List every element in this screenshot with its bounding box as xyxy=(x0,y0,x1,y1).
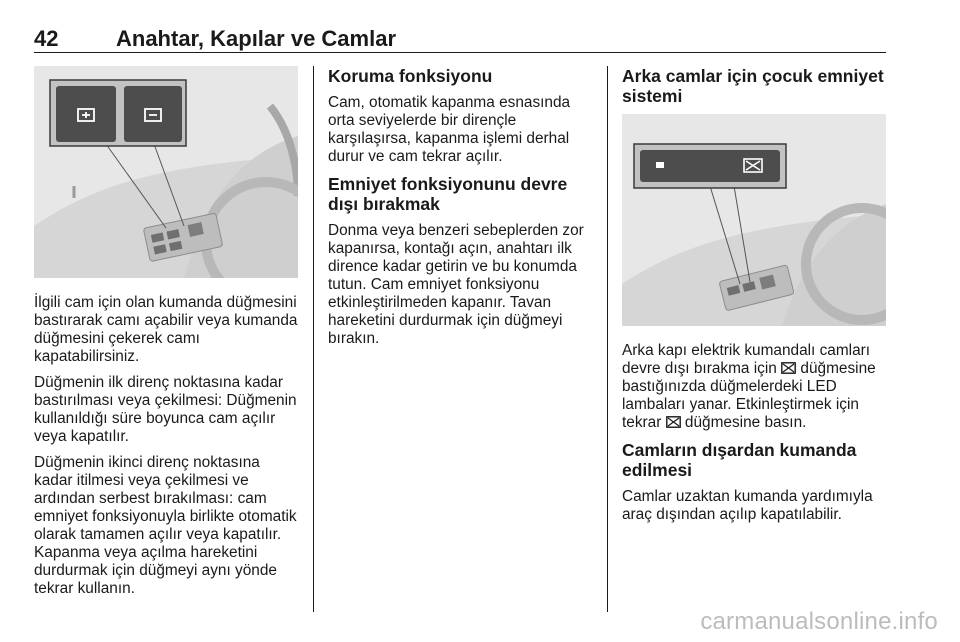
section-heading: Camların dışardan kumanda edilmesi xyxy=(622,440,857,480)
watermark: carmanualsonline.info xyxy=(700,608,938,635)
paragraph: Düğmenin ilk direnç noktasına kadar bastırılması veya çekilmesi: Düğmenin kullanıldığı süre boyunca cam açılır veya kapatılır. xyxy=(34,374,297,445)
column-2 xyxy=(328,66,594,356)
section-heading: Arka camlar için çocuk emniyet sistemi xyxy=(622,66,884,106)
child-lock-window-icon xyxy=(666,416,681,428)
paragraph: Arka kapı elektrik kumandalı camları devre dışı bırakma için düğmesine bastığınızda düğmelerdeki LED lambaları yanar. Etkinleştirmek için tekrar düğmesine basın. xyxy=(622,342,876,431)
child-lock-switch-illustration xyxy=(622,114,886,326)
column-divider xyxy=(313,66,314,612)
page-number: 42 xyxy=(34,26,59,51)
paragraph: Camlar uzaktan kumanda yardımıyla araç dışından açılıp kapatılabilir. xyxy=(622,488,873,523)
paragraph: Cam, otomatik kapanma esnasında orta seviyelerde bir dirençle karşılaşırsa, kapanma işlemi derhal durur ve cam tekrar açılır. xyxy=(328,94,571,165)
paragraph: Düğmenin ikinci direnç noktasına kadar itilmesi veya çekilmesi ve ardından serbest bırakılması: cam emniyet fonksiyonuyla birlikte otomatik olarak tamamen açılır veya kapatılır. Kapanma veya açılma hareketini durdurmak için düğmeyi aynı yönde tekrar kullanın. xyxy=(34,454,297,597)
section-heading: Emniyet fonksiyonunu devre dışı bırakmak xyxy=(328,174,568,214)
page-header xyxy=(34,26,886,53)
led-indicator xyxy=(656,162,664,168)
window-switch-illustration xyxy=(34,66,298,278)
child-lock-window-icon xyxy=(781,362,796,374)
column-divider xyxy=(607,66,608,612)
window-button xyxy=(124,86,182,142)
column-1 xyxy=(34,66,300,606)
column-3 xyxy=(622,66,888,532)
section-heading: Koruma fonksiyonu xyxy=(328,66,493,86)
paragraph: Donma veya benzeri sebeplerden zor kapanırsa, kontağı açın, anahtarı ilk dirence kadar getirin ve bu konumda tutun. Cam emniyet fonksiyonu etkinleştirilmeden kapanır. Tavan hareketini durdurmak için düğmeyi bırakın. xyxy=(328,222,584,347)
paragraph: İlgili cam için olan kumanda düğmesini bastırarak camı açabilir veya kumanda düğmesini çekerek camı kapatabilirsiniz. xyxy=(34,294,298,365)
page-title: Anahtar, Kapılar ve Camlar xyxy=(116,26,397,51)
